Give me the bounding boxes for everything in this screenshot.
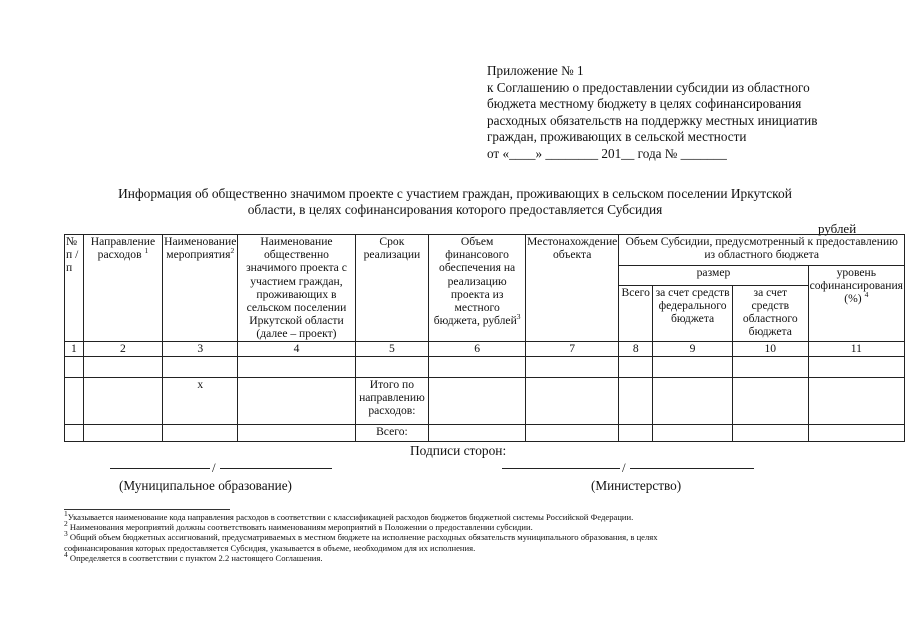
header-term: Срок реализации xyxy=(355,235,429,342)
col-number: 5 xyxy=(355,341,429,356)
col-number: 10 xyxy=(732,341,808,356)
signature-slash-left: / xyxy=(212,460,216,475)
col-number: 3 xyxy=(163,341,238,356)
signature-line-left xyxy=(110,468,210,469)
col-number: 4 xyxy=(238,341,355,356)
header-federal: за счет средств федерального бюджета xyxy=(653,285,733,341)
header-event: Наименование мероприятия$^2$ xyxy=(163,235,238,342)
x-mark: х xyxy=(163,377,238,424)
document-title-line1: Информация об общественно значимом проекте с участием граждан, проживающих в сельском поселении Иркутской xyxy=(118,186,792,201)
header-direction: Направление расходов $^1$ xyxy=(83,235,162,342)
header-size: размер xyxy=(619,266,808,286)
signatures-title: Подписи сторон: xyxy=(410,443,507,458)
appendix-line: граждан, проживающих в сельской местности xyxy=(487,129,747,145)
appendix-date-line: от «____» ________ 201__ года № _______ xyxy=(487,145,727,161)
footnote-3-cont: софинансирования которых предоставляется Субсидия, указывается в объеме, необходимом для их исполнения. xyxy=(64,542,476,553)
table-row-total xyxy=(65,424,905,441)
header-project-name: Наименование общественно значимого проекта с участием граждан, проживающих в сельском поселении Иркутской области (далее – проект) xyxy=(238,235,355,342)
footnote-3: $^3$ Общий объем бюджетных ассигнований, предусматриваемых в местном бюджете на исполнение расходных обязательств муниципального образования, в целях xyxy=(64,529,658,543)
signature-line-right xyxy=(502,468,620,469)
col-number: 7 xyxy=(526,341,619,356)
col-number: 9 xyxy=(653,341,733,356)
document-title xyxy=(60,186,850,219)
appendix-line: расходных обязательств на поддержку местных инициатив xyxy=(487,112,818,128)
name-line-right xyxy=(630,468,754,469)
header-number: № п / п xyxy=(65,235,84,342)
appendix-line: бюджета местному бюджету в целях софинансирования xyxy=(487,96,802,112)
col-number: 2 xyxy=(83,341,162,356)
footnote-separator xyxy=(64,509,230,510)
footnotes xyxy=(64,509,854,563)
header-level: уровень софинансирования (%) $^4$ xyxy=(808,266,904,342)
name-line-left xyxy=(220,468,332,469)
header-funding: Объем финансового обеспечения на реализацию проекта из местного бюджета, рублей$^3$ xyxy=(429,235,526,342)
header-subsidy: Объем Субсидии, предусмотренный к предоставлению из областного бюджета xyxy=(619,235,905,266)
header-total: Всего xyxy=(619,285,653,341)
header-location: Местонахождение объекта xyxy=(526,235,619,342)
appendix-header xyxy=(487,63,887,163)
col-number: 6 xyxy=(429,341,526,356)
document-title-line2: области, в целях софинансирования которого предоставляется Субсидия xyxy=(247,202,663,218)
project-table xyxy=(64,234,905,442)
ministry-caption: (Министерство) xyxy=(591,478,682,493)
table-row-subtotal xyxy=(65,377,905,424)
header-regional: за счет средств областного бюджета xyxy=(732,285,808,341)
signature-slash-right: / xyxy=(622,460,626,475)
footnote-2: $^2$ Наименования мероприятий должны соответствовать наименованиям мероприятий в Положении о предоставлении субсидии. xyxy=(64,519,533,533)
appendix-line: к Соглашению о предоставлении субсидии из областного xyxy=(487,79,810,95)
footnote-4: $^4$ Определяется в соответствии с пунктом 2.2 настоящего Соглашения. xyxy=(64,549,323,563)
col-number: 11 xyxy=(808,341,904,356)
col-number: 1 xyxy=(65,341,84,356)
col-number: 8 xyxy=(619,341,653,356)
subtotal-label: Итого по направлению расходов: xyxy=(355,377,429,424)
footnote-1: $^1$Указывается наименование кода направления расходов в соответствии с классификацией расходов бюджетов бюджетной системы Российской Федерации. xyxy=(64,509,634,522)
appendix-title: Приложение № 1 xyxy=(487,63,584,78)
table-row xyxy=(65,356,905,377)
total-label: Всего: xyxy=(355,424,429,441)
municipality-caption: (Муниципальное образование) xyxy=(119,478,292,493)
currency-unit: рублей xyxy=(818,221,857,236)
